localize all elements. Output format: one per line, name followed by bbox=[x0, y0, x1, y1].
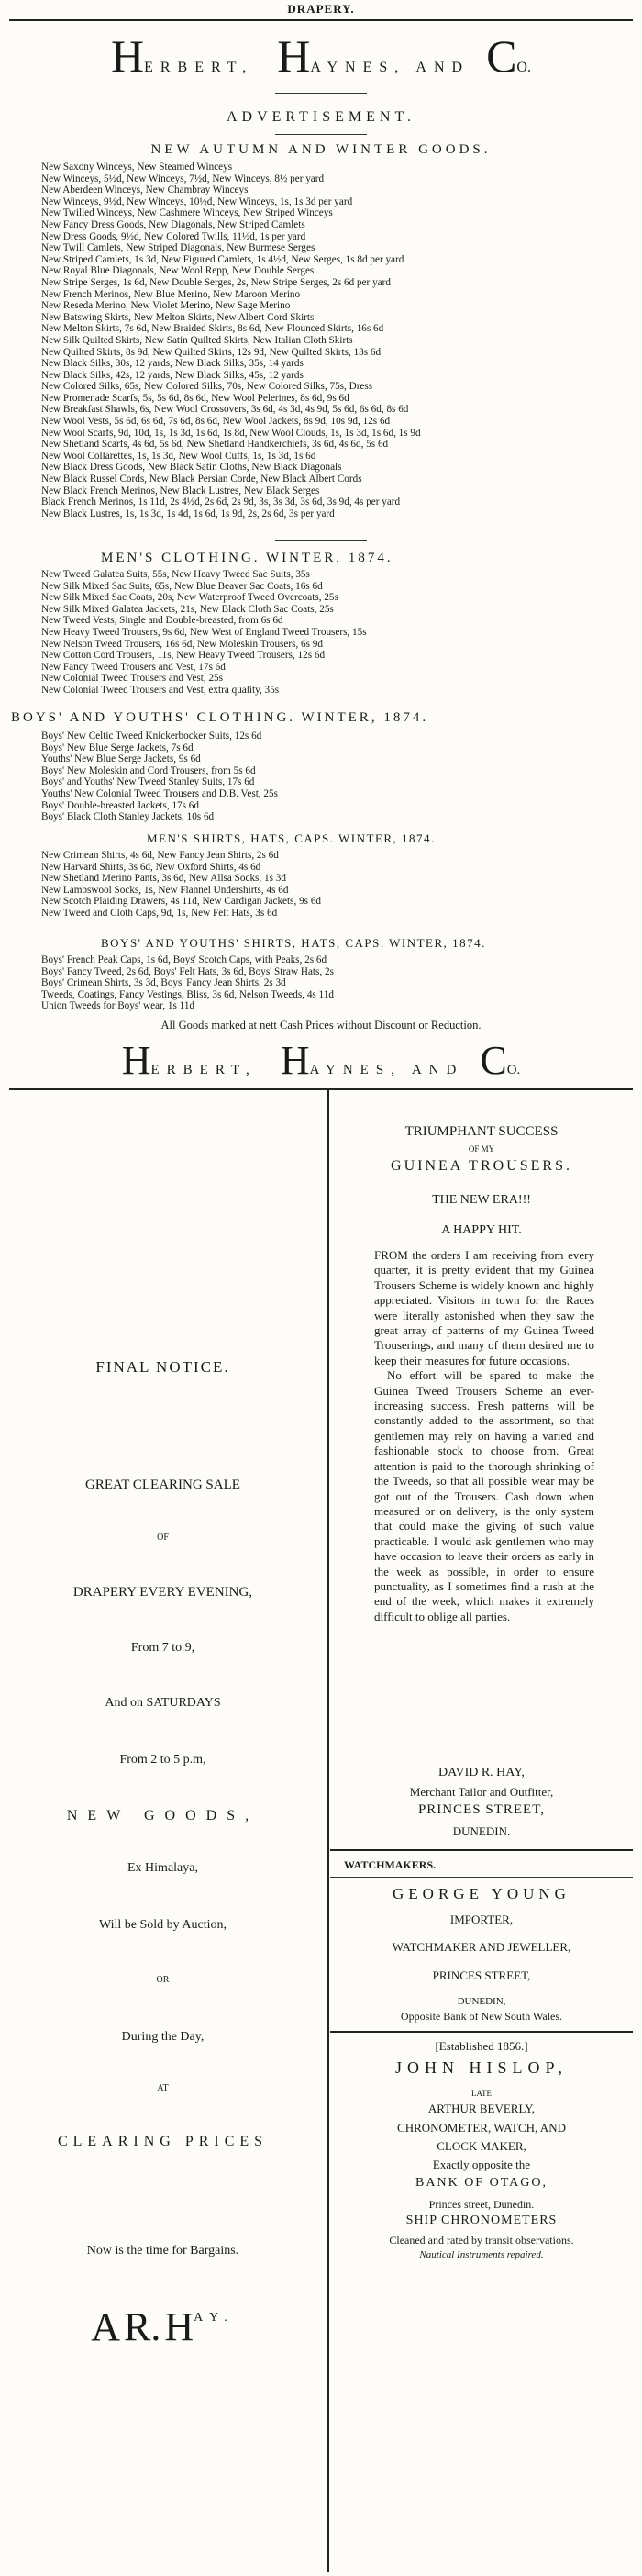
new-era: THE NEW ERA!!! bbox=[432, 1193, 531, 1207]
body-paragraph-2: No effort will be spared to make the Guinea Tweed Trousers Scheme an ever-increasing success. Fresh patterns will be constantly added to the assortment, so that gentlemen may rely on having a varied and fashionable stock to choose from. Great attention is paid to the thorough shrinking of the Tweeds, so that all possible wear may be got out of the Trousers. Cash down when measured or on delivery, is the only system that could make the giving of such value practicable. I would ask gentlemen who may have occasion to leave their orders as early in the week as possible, in order to ensure punctuality, as I sometimes find a rush at the end of the week, which makes it extremely difficult to oblige all parties. bbox=[374, 1368, 594, 1623]
list-item: Boys' Double-breasted Jackets, 17s 6d bbox=[41, 799, 199, 811]
of-label: OF bbox=[157, 1533, 169, 1543]
list-item: New Black Russel Cords, New Black Persian Corde, New Black Albert Cords bbox=[41, 474, 362, 485]
dunedin-2: DUNEDIN, bbox=[457, 1996, 506, 2007]
list-item: New Fancy Tweed Trousers and Vest, 17s 6d bbox=[41, 661, 226, 673]
section-rule bbox=[9, 1088, 633, 1090]
list-item: New Silk Mixed Sac Coats, 20s, New Waterproof Tweed Overcoats, 25s bbox=[41, 592, 338, 604]
new-goods: NEW GOODS, bbox=[66, 1808, 260, 1823]
ar-hay-signature bbox=[0, 2303, 326, 2349]
list-item: New Lambswool Socks, 1s, New Flannel Undershirts, 4s 6d bbox=[41, 884, 289, 896]
sold-by-auction: Will be Sold by Auction, bbox=[98, 1918, 227, 1932]
guinea-trousers: GUINEA TROUSERS. bbox=[391, 1158, 572, 1174]
firm-letter-h: H bbox=[121, 1038, 151, 1083]
boysshirts-list bbox=[41, 954, 628, 1012]
list-item: New Twilled Winceys, New Cashmere Winceys, New Striped Winceys bbox=[41, 207, 333, 219]
nautical-instruments: Nautical Instruments repaired. bbox=[419, 2249, 544, 2260]
bargains-line: Now is the time for Bargains. bbox=[86, 2244, 239, 2258]
section-label: DRAPERY. bbox=[287, 2, 355, 16]
list-item: New Melton Skirts, 7s 6d, New Braided Skirts, 8s 6d, New Flounced Skirts, 16s 6d bbox=[41, 323, 384, 335]
clearing-prices: CLEARING PRICES bbox=[57, 2134, 269, 2149]
list-item: New Colored Silks, 65s, New Colored Silks, 70s, New Colored Silks, 75s, Dress bbox=[41, 381, 373, 393]
list-item: New Heavy Tweed Trousers, 9s 6d, New West of England Tweed Trousers, 15s bbox=[41, 626, 367, 638]
list-item: New Tweed Vests, Single and Double-breasted, from 6s 6d bbox=[41, 615, 283, 627]
firm-header bbox=[0, 29, 642, 82]
list-item: New French Merinos, New Blue Merino, New Maroon Merino bbox=[41, 288, 301, 300]
list-item: New Black Silks, 42s, 12 yards, New Black Silks, 45s, 12 yards bbox=[41, 369, 304, 381]
at-label: AT bbox=[157, 2083, 169, 2093]
from-7-9: From 7 to 9, bbox=[130, 1641, 195, 1655]
late-label: LATE bbox=[471, 2089, 492, 2098]
from-2-5: From 2 to 5 p.m, bbox=[119, 1753, 206, 1767]
list-item: Boys' Black Cloth Stanley Jackets, 10s 6d bbox=[41, 811, 215, 823]
list-item: New Scotch Plaiding Drawers, 4s 11d, New Cardigan Jackets, 9s 6d bbox=[41, 896, 322, 908]
during-the-day: During the Day, bbox=[121, 2030, 205, 2044]
top-rule bbox=[9, 19, 633, 21]
sig-a: A bbox=[91, 2304, 120, 2349]
sig-r: R. bbox=[124, 2304, 161, 2349]
chronometer-maker: CHRONOMETER, WATCH, AND bbox=[397, 2121, 566, 2135]
list-item: New Wool Collarettes, 1s, 1s 3d, New Wool Cuffs, 1s, 1s 3d, 1s 6d bbox=[41, 450, 316, 462]
list-item: New Winceys, 9½d, New Winceys, 10½d, New Winceys, 1s, 1s 3d per yard bbox=[41, 195, 353, 207]
list-item: New Silk Quilted Skirts, New Satin Quilted Skirts, New Italian Cloth Skirts bbox=[41, 334, 353, 346]
firm-letter-c: C bbox=[480, 1038, 507, 1083]
small-rule bbox=[275, 93, 367, 94]
divider-rule bbox=[330, 2031, 633, 2033]
firm-word-herbert: ERBERT, bbox=[144, 60, 254, 75]
list-item: Boys' and Youths' New Tweed Stanley Suits, 17s 6d bbox=[41, 776, 255, 788]
of-my: OF MY bbox=[468, 1144, 495, 1154]
list-item: Black French Merinos, 1s 11d, 2s 4½d, 2s 6d, 2s 9d, 3s, 3s 3d, 3s 6d, 3s 9d, 4s per yard bbox=[41, 496, 401, 508]
list-item: New Dress Goods, 9½d, New Colored Twills, 11½d, 1s per yard bbox=[41, 230, 306, 242]
list-item: New Twill Camlets, New Striped Diagonals, New Burmese Serges bbox=[41, 242, 315, 254]
drapery-evening: DRAPERY EVERY EVENING, bbox=[72, 1585, 253, 1600]
happy-hit: A HAPPY HIT. bbox=[441, 1223, 522, 1237]
established: [Established 1856.] bbox=[435, 2039, 528, 2053]
list-item: New Shetland Merino Pants, 3s 6d, New Allsa Socks, 1s 3d bbox=[41, 873, 286, 885]
firm-word-haynes: AYNES, AND bbox=[310, 60, 470, 75]
list-item: New Tweed and Cloth Caps, 9d, 1s, New Felt Hats, 3s 6d bbox=[41, 907, 278, 919]
small-rule bbox=[275, 540, 367, 541]
shirts-heading: MEN'S SHIRTS, HATS, CAPS. WINTER, 1874. bbox=[147, 831, 436, 845]
mens-heading: MEN'S CLOTHING. WINTER, 1874. bbox=[101, 551, 393, 565]
list-item: New Harvard Shirts, 3s 6d, New Oxford Shirts, 4s 6d bbox=[41, 861, 261, 873]
list-item: Boys' New Blue Serge Jackets, 7s 6d bbox=[41, 742, 194, 753]
list-item: New Black Silks, 30s, 12 yards, New Black Silks, 35s, 14 yards bbox=[41, 358, 304, 370]
david-hay: DAVID R. HAY, bbox=[438, 1766, 525, 1779]
list-item: New Colonial Tweed Trousers and Vest, 25s bbox=[41, 673, 223, 685]
clock-maker: CLOCK MAKER, bbox=[437, 2139, 526, 2153]
list-item: New Colonial Tweed Trousers and Vest, extra quality, 35s bbox=[41, 684, 280, 696]
arthur-beverly: ARTHUR BEVERLY, bbox=[427, 2102, 536, 2115]
list-item: New Black French Merinos, New Black Lustres, New Black Serges bbox=[41, 485, 320, 496]
list-item: New Wool Scarfs, 9d, 10d, 1s, 1s 3d, 1s 6d, 1s 8d, New Wool Clouds, 1s, 1s 3d, 1s 6d, 1s 9d bbox=[41, 427, 421, 439]
firm-letter-h: H bbox=[111, 30, 145, 82]
firm-word-co: O. bbox=[506, 1063, 521, 1077]
john-hislop: JOHN HISLOP, bbox=[394, 2058, 568, 2077]
list-item: New Breakfast Shawls, 6s, New Wool Crossovers, 3s 6d, 4s 3d, 4s 9d, 5s 6d, 6s 6d, 8s 6d bbox=[41, 404, 409, 416]
watchmakers-label: WATCHMAKERS. bbox=[344, 1858, 437, 1871]
list-item: New Shetland Scarfs, 4s 6d, 5s 6d, New Shetland Handkerchiefs, 3s 6d, 4s 6d, 5s 6d bbox=[41, 439, 389, 451]
dunedin: DUNEDIN. bbox=[452, 1824, 511, 1838]
list-item: New Wool Vests, 5s 6d, 6s 6d, 7s 6d, 8s 6d, New Wool Jackets, 8s 9d, 10s 9d, 12s 6d bbox=[41, 416, 391, 428]
nett-line: All Goods marked at nett Cash Prices without Discount or Reduction. bbox=[160, 1019, 482, 1032]
george-young: GEORGE YOUNG bbox=[393, 1885, 570, 1902]
list-item: New Nelson Tweed Trousers, 16s 6d, New Moleskin Trousers, 6s 9d bbox=[41, 638, 323, 650]
autumn-heading: NEW AUTUMN AND WINTER GOODS. bbox=[150, 142, 492, 157]
list-item: New Tweed Galatea Suits, 55s, New Heavy Tweed Sac Suits, 35s bbox=[41, 569, 310, 580]
list-item: New Black Lustres, 1s, 1s 3d, 1s 4d, 1s 6d, 1s 9d, 2s, 2s 6d, 3s per yard bbox=[41, 507, 335, 519]
body-paragraph-1: FROM the orders I am receiving from every quarter, it is pretty evident that my Guinea Trousers Scheme is widely known and highly appreciated. Visitors in town for the Races were literally astonished when they saw the great array of patterns of my Guinea Tweed Trouserings, and many of them desired me to keep their measures for future occasions. bbox=[374, 1248, 594, 1367]
princes-street-dunedin: Princes street, Dunedin. bbox=[428, 2198, 535, 2211]
list-item: New Saxony Winceys, New Steamed Winceys bbox=[41, 162, 233, 173]
ship-chronometers: SHIP CHRONOMETERS bbox=[405, 2214, 558, 2227]
boysshirts-heading: BOYS' AND YOUTHS' SHIRTS, HATS, CAPS. WINTER, 1874. bbox=[101, 936, 486, 950]
list-item: New Promenade Scarfs, 5s, 5s 6d, 8s 6d, New Wool Pelerines, 8s 6d, 9s 6d bbox=[41, 392, 349, 404]
great-clearing-sale: GREAT CLEARING SALE bbox=[85, 1478, 240, 1492]
final-notice: FINAL NOTICE. bbox=[95, 1358, 230, 1376]
importer: IMPORTER, bbox=[449, 1912, 514, 1926]
mens-list bbox=[41, 569, 628, 697]
list-item: Youths' New Blue Serge Jackets, 9s 6d bbox=[41, 753, 201, 765]
firm-letter-h2: H bbox=[280, 1038, 310, 1083]
list-item: New Aberdeen Winceys, New Chambray Winceys bbox=[41, 184, 249, 196]
or-label: OR bbox=[156, 1975, 170, 1985]
list-item: New Black Dress Goods, New Black Satin Cloths, New Black Diagonals bbox=[41, 462, 342, 474]
small-rule bbox=[275, 134, 367, 135]
list-item: New Striped Camlets, 1s 3d, New Figured Camlets, 1s 4½d, New Serges, 1s 8d per yard bbox=[41, 253, 404, 265]
list-item: New Winceys, 5½d, New Winceys, 7½d, New Winceys, 8½ per yard bbox=[41, 173, 325, 184]
watchmaker-jeweller: WATCHMAKER AND JEWELLER, bbox=[392, 1940, 571, 1954]
sig-h: H bbox=[164, 2304, 194, 2349]
shirts-list bbox=[41, 850, 628, 920]
princes-street-2: PRINCES STREET, bbox=[432, 1968, 531, 1982]
trousers-body bbox=[374, 1248, 594, 1624]
list-item: Boys' Crimean Shirts, 3s 3d, Boys' Fancy Jean Shirts, 2s 3d bbox=[41, 977, 286, 989]
list-item: New Stripe Serges, 1s 6d, New Double Serges, 2s, New Stripe Serges, 2s 6d per yard bbox=[41, 276, 391, 288]
list-item: New Royal Blue Diagonals, New Wool Repp, New Double Serges bbox=[41, 265, 315, 277]
ad-title: ADVERTISEMENT. bbox=[226, 109, 416, 125]
list-item: New Quilted Skirts, 8s 9d, New Quilted Skirts, 12s 9d, New Quilted Skirts, 13s 6d bbox=[41, 346, 382, 358]
list-item: Boys' Fancy Tweed, 2s 6d, Boys' Felt Hats, 3s 6d, Boys' Straw Hats, 2s bbox=[41, 965, 334, 977]
list-item: New Fancy Dress Goods, New Diagonals, New Striped Camlets bbox=[41, 218, 305, 230]
list-item: New Cotton Cord Trousers, 11s, New Heavy Tweed Trousers, 12s 6d bbox=[41, 650, 326, 662]
sig-ay: AY. bbox=[194, 2311, 235, 2325]
list-item: New Crimean Shirts, 4s 6d, New Fancy Jean Shirts, 2s 6d bbox=[41, 850, 279, 861]
list-item: Youths' New Colonial Tweed Trousers and D.B. Vest, 25s bbox=[41, 787, 278, 799]
list-item: New Batswing Skirts, New Melton Skirts, New Albert Cord Skirts bbox=[41, 311, 315, 323]
boys-heading: BOYS' AND YOUTHS' CLOTHING. WINTER, 1874. bbox=[11, 710, 429, 725]
firm-word-herbert: ERBERT, bbox=[150, 1063, 257, 1077]
list-item: Boys' New Moleskin and Cord Trousers, from 5s 6d bbox=[41, 764, 256, 776]
firm-footer bbox=[0, 1037, 642, 1083]
list-item: Boys' French Peak Caps, 1s 6d, Boys' Scotch Caps, with Peaks, 2s 6d bbox=[41, 954, 327, 965]
exactly-opposite: Exactly opposite the bbox=[432, 2158, 531, 2171]
and-on-saturdays: And on SATURDAYS bbox=[105, 1696, 221, 1710]
list-item: Union Tweeds for Boys' wear, 1s 11d bbox=[41, 1000, 195, 1012]
ex-himalaya: Ex Himalaya, bbox=[127, 1861, 198, 1875]
list-item: New Reseda Merino, New Violet Merino, New Sage Merino bbox=[41, 300, 291, 312]
princes-street: PRINCES STREET, bbox=[417, 1802, 546, 1817]
list-item: New Silk Mixed Sac Suits, 65s, New Blue Beaver Sac Coats, 16s 6d bbox=[41, 580, 323, 592]
firm-word-haynes: AYNES, AND bbox=[309, 1063, 464, 1077]
column-divider bbox=[327, 1090, 329, 2572]
list-item: Boys' New Celtic Tweed Knickerbocker Suits, 12s 6d bbox=[41, 730, 262, 742]
divider-rule bbox=[330, 1877, 633, 1878]
list-item: Tweeds, Coatings, Fancy Vestings, Bliss, 3s 6d, Nelson Tweeds, 4s 11d bbox=[41, 988, 334, 1000]
firm-word-co: O. bbox=[516, 60, 531, 75]
autumn-list bbox=[41, 162, 628, 519]
opposite-bank-nsw: Opposite Bank of New South Wales. bbox=[400, 2010, 563, 2023]
boys-list bbox=[41, 730, 628, 823]
cleaned-rated: Cleaned and rated by transit observations. bbox=[389, 2234, 574, 2247]
firm-letter-h2: H bbox=[277, 30, 311, 82]
firm-letter-c: C bbox=[486, 30, 517, 82]
triumph: TRIUMPHANT SUCCESS bbox=[404, 1124, 559, 1139]
divider-rule bbox=[330, 1849, 633, 1851]
merchant-tailor: Merchant Tailor and Outfitter, bbox=[409, 1785, 554, 1799]
bank-of-otago: BANK OF OTAGO, bbox=[415, 2176, 548, 2190]
list-item: New Silk Mixed Galatea Jackets, 21s, New Black Cloth Sac Coats, 25s bbox=[41, 603, 334, 615]
